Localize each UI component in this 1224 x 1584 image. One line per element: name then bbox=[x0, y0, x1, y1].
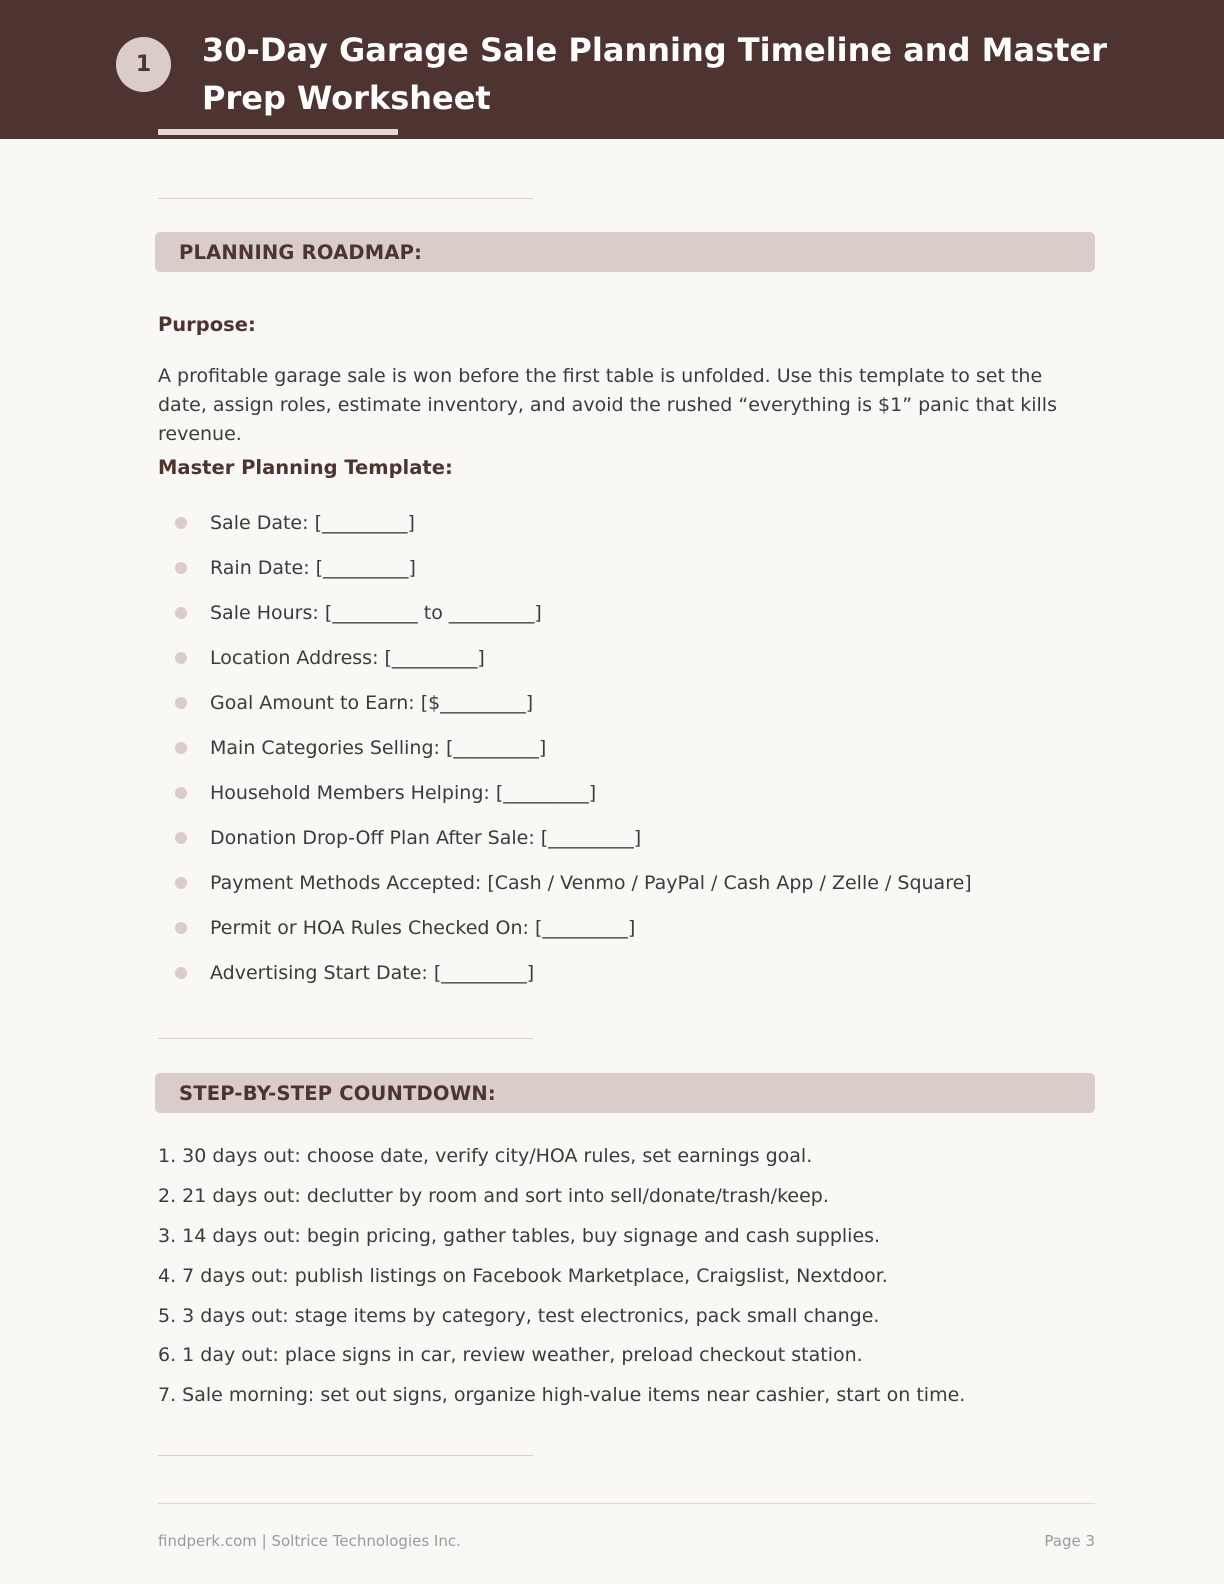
list-item bbox=[175, 508, 415, 538]
divider bbox=[158, 198, 533, 199]
divider bbox=[158, 1038, 533, 1039]
template-heading: Master Planning Template: bbox=[158, 456, 453, 479]
section-header-step-by-step-countdown: STEP-BY-STEP COUNTDOWN: bbox=[155, 1073, 1095, 1113]
section-header-planning-roadmap: PLANNING ROADMAP: bbox=[155, 232, 1095, 272]
list-item-text: Advertising Start Date: [_________] bbox=[210, 962, 535, 984]
bullet-icon bbox=[175, 742, 187, 754]
list-item bbox=[175, 733, 546, 763]
chapter-number-badge: 1 bbox=[116, 37, 171, 92]
bullet-icon bbox=[175, 877, 187, 889]
page-title: 30-Day Garage Sale Planning Timeline and Master Prep Worksheet bbox=[202, 31, 1107, 117]
list-item bbox=[175, 958, 534, 988]
bullet-icon bbox=[175, 607, 187, 619]
bullet-icon bbox=[175, 787, 187, 799]
list-item-text: Permit or HOA Rules Checked On: [_________] bbox=[210, 917, 636, 939]
title-underline bbox=[158, 129, 398, 135]
countdown-step: 2. 21 days out: declutter by room and sort into sell/donate/trash/keep. bbox=[158, 1185, 829, 1207]
list-item bbox=[175, 598, 542, 628]
countdown-step: 4. 7 days out: publish listings on Facebook Marketplace, Craigslist, Nextdoor. bbox=[158, 1265, 888, 1287]
purpose-text: A profitable garage sale is won before the first table is unfolded. Use this template to set the date, assign roles, estimate inventory, and avoid the rushed “everything is $1” panic that kills revenue. bbox=[158, 365, 1057, 445]
bullet-icon bbox=[175, 652, 187, 664]
footer-source: findperk.com | Soltrice Technologies Inc. bbox=[158, 1532, 461, 1550]
list-item-text: Sale Hours: [_________ to _________] bbox=[210, 602, 542, 624]
list-item bbox=[175, 643, 485, 673]
list-item bbox=[175, 913, 635, 943]
list-item bbox=[175, 688, 533, 718]
bullet-icon bbox=[175, 832, 187, 844]
countdown-step: 5. 3 days out: stage items by category, test electronics, pack small change. bbox=[158, 1305, 880, 1327]
list-item bbox=[175, 868, 972, 898]
page-number: Page 3 bbox=[1044, 1532, 1095, 1550]
countdown-step: 6. 1 day out: place signs in car, review weather, preload checkout station. bbox=[158, 1344, 863, 1366]
countdown-step: 7. Sale morning: set out signs, organize high-value items near cashier, start on time. bbox=[158, 1384, 966, 1406]
list-item-text: Main Categories Selling: [_________] bbox=[210, 737, 547, 759]
list-item bbox=[175, 823, 641, 853]
countdown-step: 3. 14 days out: begin pricing, gather tables, buy signage and cash supplies. bbox=[158, 1225, 881, 1247]
list-item-text: Household Members Helping: [_________] bbox=[210, 782, 597, 804]
list-item-text: Rain Date: [_________] bbox=[210, 557, 416, 579]
bullet-icon bbox=[175, 697, 187, 709]
footer-divider bbox=[158, 1503, 1095, 1504]
bullet-icon bbox=[175, 967, 187, 979]
list-item-text: Sale Date: [_________] bbox=[210, 512, 415, 534]
purpose-heading: Purpose: bbox=[158, 313, 256, 336]
countdown-step: 1. 30 days out: choose date, verify city/HOA rules, set earnings goal. bbox=[158, 1145, 813, 1167]
page-header bbox=[0, 0, 1224, 139]
bullet-icon bbox=[175, 562, 187, 574]
list-item-text: Donation Drop-Off Plan After Sale: [_________] bbox=[210, 827, 642, 849]
bullet-icon bbox=[175, 922, 187, 934]
divider bbox=[158, 1455, 533, 1456]
list-item bbox=[175, 778, 596, 808]
list-item-text: Location Address: [_________] bbox=[210, 647, 485, 669]
list-item-text: Payment Methods Accepted: [Cash / Venmo / PayPal / Cash App / Zelle / Square] bbox=[210, 872, 972, 894]
list-item-text: Goal Amount to Earn: [$_________] bbox=[210, 692, 534, 714]
list-item bbox=[175, 553, 416, 583]
bullet-icon bbox=[175, 517, 187, 529]
